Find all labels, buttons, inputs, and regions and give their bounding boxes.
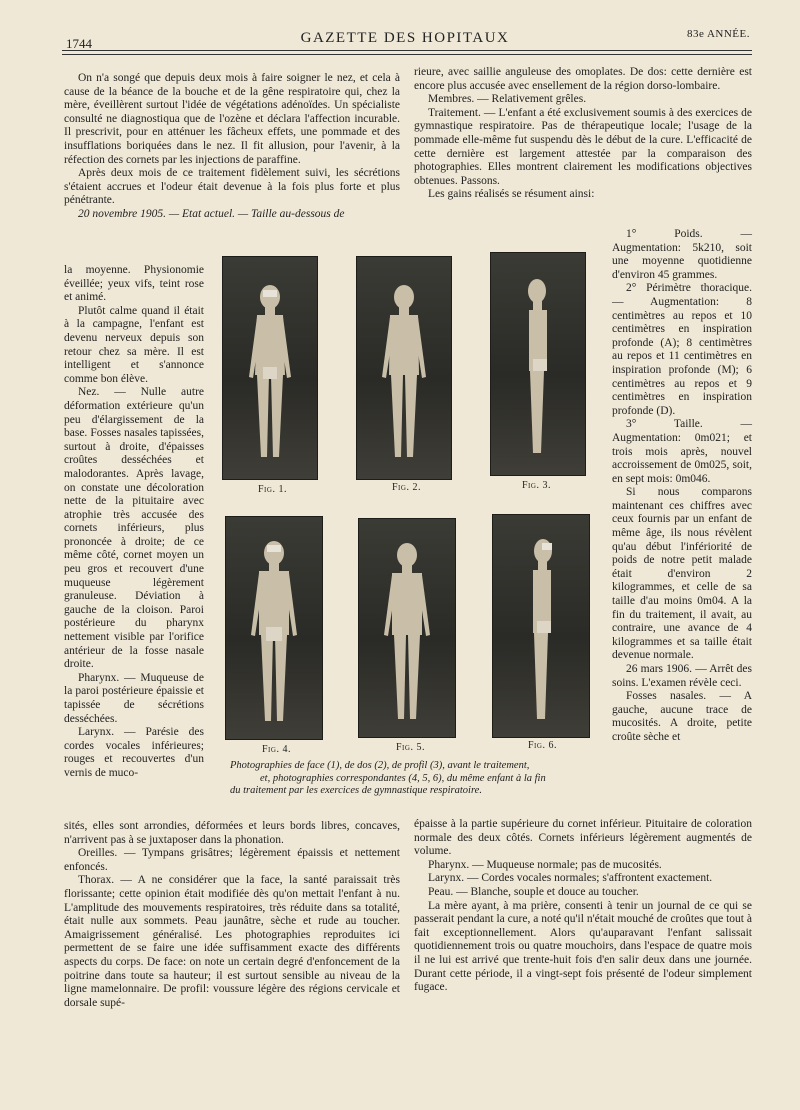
figure-label: Fig. 3. [522, 480, 551, 491]
paragraph: Larynx. — Parésie des cordes vocales inférieures; rouges et recouvertes d'un vernis de muco- [64, 726, 204, 779]
paragraph: 1° Poids. — Augmentation: 5k210, soit une moyenne quotidienne d'environ 45 grammes. [612, 228, 752, 281]
journal-title: GAZETTE DES HOPITAUX [300, 30, 510, 46]
header-rule [62, 50, 752, 51]
paragraph: rieure, avec saillie anguleuse des omoplates. De dos: cette dernière est encore plus accusée avec ensellement de la région dorso-lombaire. [414, 66, 752, 92]
paragraph: Nez. — Nulle autre déformation extérieure qu'un peu d'élargissement de la base. Fosses nasales tapissées, surtout à droite, d'épaisses croûtes desséchées et malodorantes. Après lavage, on constate une décoloration nette de la pituitaire avec atrophie très accusée des cornets inférieurs, plus prononcée à droite; de ce même côté, cornet moyen un peu gros et recouvert d'une muqueuse légèrement granuleuse. Déviation à gauche de la cloison. Paroi postérieure du pharynx nettement visible par l'orifice antérieur de la fosse nasale droite. [64, 386, 204, 671]
paragraph: Pharynx. — Muqueuse de la paroi postérieure épaissie et tapissée de sécrétions desséchées. [64, 671, 204, 725]
paragraph: Membres. — Relativement grêles. [428, 93, 587, 106]
paragraph: 20 novembre 1905. — Etat actuel. — Taille au-dessous de [78, 207, 345, 220]
figure-label: Fig. 6. [528, 740, 557, 751]
photo-profile-after [492, 514, 590, 738]
right-column-narrow [612, 228, 752, 745]
paragraph: 3° Taille. — Augmentation: 0m021; et trois mois après, nouvel accroissement de 0m025, soit, en sept mois: 0m046. [612, 418, 752, 485]
paragraph: Fosses nasales. — A gauche, aucune trace de mucosités. A droite, petite croûte sèche et [612, 690, 752, 743]
figure-caption [230, 760, 610, 798]
caption-line: Photographies de face (1), de dos (2), de profil (3), avant le traitement, [230, 760, 530, 771]
left-column-top [64, 72, 400, 222]
paragraph: 2° Périmètre thoracique. — Augmentation: 8 centimètres au repos et 10 centimètres en inspiration profonde (A); 8 centimètres au repos et 11 centimètres en inspiration profonde (M); 6 centimètres au repos et 9 centimètres en inspiration profonde (D). [612, 282, 752, 417]
paragraph: Après deux mois de ce traitement fidèlement suivi, les sécrétions s'étaient accrues et l'odeur était devenue à la fois plus forte et plus pénétrante. [64, 167, 400, 207]
journal-year: 83e ANNÉE. [686, 28, 750, 40]
paragraph: On n'a songé que depuis deux mois à faire soigner le nez, et cela à cause de la béance de la bouche et de la gêne respiratoire qui, chez la mère, éveillèrent surtout l'idée de végétations adénoïdes. Un spécialiste consulté ne diagnostiqua que de l'ozène et déclara l'affection incurable. Il prescrivit, pour en atténuer les fâcheux effets, une pommade et des insufflations boriquées dans le nez. Il fit allusion, pour l'avenir, à la réfection des cornets par les injections de paraffine. [64, 72, 400, 166]
paragraph: sités, elles sont arrondies, déformées et leurs bords libres, concaves, n'arrivent pas à se juxtaposer dans la phonation. [64, 820, 400, 846]
paragraph: Plutôt calme quand il était à la campagne, l'enfant est devenu nerveux depuis son retour chez sa mère. Il est intelligent et s'annonce comme bon élève. [64, 304, 204, 385]
photo-front-after [225, 516, 323, 740]
figure-label: Fig. 1. [258, 484, 287, 495]
right-column-bottom [414, 818, 752, 995]
photo-back-after [358, 518, 456, 738]
figure-label: Fig. 2. [392, 482, 421, 493]
paragraph: Peau. — Blanche, souple et douce au toucher. [428, 885, 639, 898]
paragraph: La mère ayant, à ma prière, consenti à tenir un journal de ce qui se passerait pendant la cure, a noté qu'il n'était mouché de croûtes que tout à fait exceptionnellement. Alors qu'auparavant l'enfant salissait quotidiennement trois ou quatre mouchoirs, dans l'espace de quatre mois il ne lui est arrivé que trente-huit fois d'en salir deux dans une journée. Durant cette période, il a vingt-sept fois présenté de l'odeur simplement fugace. [414, 899, 752, 994]
figure-label: Fig. 4. [262, 744, 291, 755]
paragraph: Oreilles. — Tympans grisâtres; légèrement épaissis et nettement enfoncés. [64, 847, 400, 873]
right-column-top [414, 66, 752, 202]
paragraph: Les gains réalisés se résument ainsi: [428, 188, 595, 201]
figure-label: Fig. 5. [396, 742, 425, 753]
page-header [60, 22, 750, 52]
photo-front-before [222, 256, 318, 480]
caption-line: du traitement par les exercices de gymnastique respiratoire. [230, 785, 482, 796]
page-number: 1744 [66, 36, 92, 51]
header-rule-thin [62, 54, 752, 55]
caption-line: et, photographies correspondantes (4, 5, 6), du même enfant à la fin [260, 772, 546, 784]
paragraph: Traitement. — L'enfant a été exclusivement soumis à des exercices de gymnastique respiratoire. Pas de thérapeutique locale; l'usage de la pommade elle-même fut suspendu dès le début de la cure. L'efficacité de cette dernière est largement attestée par la comparaison des photographies. Elles montrent clairement les modifications objectives obtenues. Passons. [414, 106, 752, 187]
paragraph: 26 mars 1906. — Arrêt des soins. L'examen révèle ceci. [612, 663, 752, 689]
paragraph: la moyenne. Physionomie éveillée; yeux vifs, teint rose et animé. [64, 264, 204, 304]
photo-profile-before [490, 252, 586, 476]
photo-back-before [356, 256, 452, 480]
paragraph: Pharynx. — Muqueuse normale; pas de mucosités. [428, 858, 662, 871]
paragraph: Si nous comparons maintenant ces chiffres avec ceux fournis par un enfant de même âge, ils nous révèlent qu'au début l'infériorité de poids de notre petit malade était d'environ 2 kilogrammes, et celle de sa taille d'au moins 0m04. A la fin du traitement, il avait, au contraire, une avance de 4 kilogrammes et sa taille était devenue normale. [612, 486, 752, 662]
left-column-bottom [64, 820, 400, 1010]
paragraph: Larynx. — Cordes vocales normales; s'affrontent exactement. [428, 872, 713, 885]
paragraph: épaisse à la partie supérieure du cornet inférieur. Pituitaire de coloration normale des deux côtés. Cornets inférieurs légèrement augmentés de volume. [414, 818, 752, 858]
paragraph: Thorax. — A ne considérer que la face, la santé paraissait très florissante; cette opinion était modifiée dès qu'on mettait l'enfant à nu. L'amplitude des mouvements respiratoires, très réduite dans sa totalité, était nulle aux sommets. Peau jaunâtre, sèche et rude au toucher. Amaigrissement généralisé. Les photographies reproduites ici permettent de se faire une idée suffisamment exacte des différents aspects du corps. De face: on note un certain degré d'enfoncement de la poitrine dans toute sa hauteur; il est surtout sensible au niveau de la ligne mamelonnaire. De profil: voussure légère des régions cervicale et dorsale supé- [64, 874, 400, 1009]
left-column-narrow [64, 264, 204, 781]
